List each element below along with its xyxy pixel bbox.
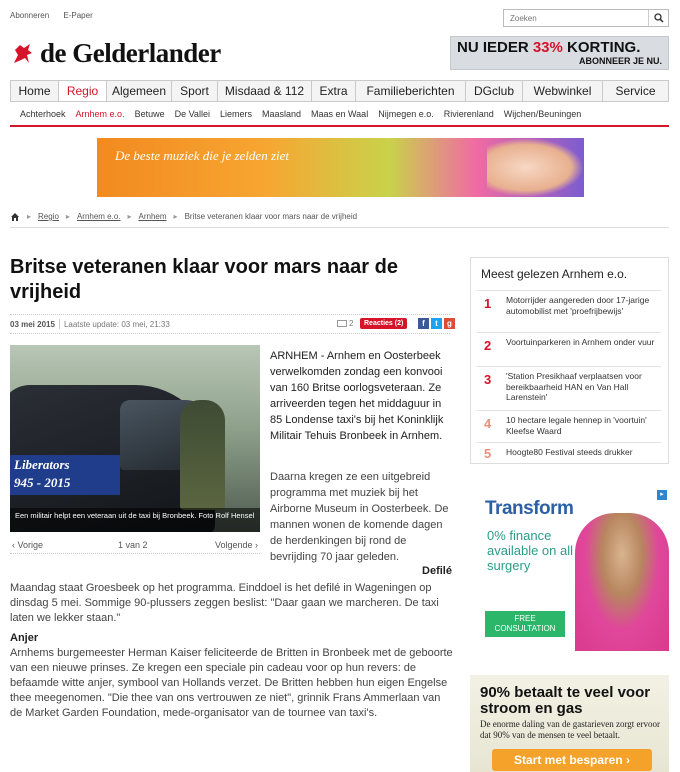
most-read-item[interactable] bbox=[477, 332, 661, 366]
breadcrumb-separator: ▸ bbox=[173, 212, 178, 221]
subnav-item-de-vallei[interactable]: De Vallei bbox=[174, 108, 210, 119]
comment-count-value: 2 bbox=[349, 319, 354, 328]
search-icon bbox=[654, 13, 664, 23]
most-read-text: Voortuinparkeren in Arnhem onder vuur bbox=[506, 337, 655, 347]
free-consultation-button[interactable]: FREE CONSULTATION bbox=[485, 611, 565, 637]
subnav-item-wijchen[interactable]: Wijchen/Beuningen bbox=[503, 108, 582, 119]
nav-item-extra[interactable]: Extra bbox=[312, 81, 356, 101]
abonneren-link[interactable]: Abonneren bbox=[10, 11, 50, 20]
article-title: Britse veteranen klaar voor mars naar de vrijheid bbox=[10, 256, 398, 303]
energy-ad[interactable] bbox=[470, 675, 669, 772]
subscribe-promo-banner[interactable] bbox=[450, 36, 669, 70]
breadcrumb-separator: ▸ bbox=[27, 212, 32, 221]
home-icon[interactable] bbox=[10, 212, 20, 222]
ad-model-image bbox=[575, 513, 669, 651]
subnav-item-nijmegen[interactable]: Nijmegen e.o. bbox=[378, 108, 434, 119]
subnav-item-betuwe[interactable]: Betuwe bbox=[134, 108, 165, 119]
ad-offer: 0% finance available on all surgery bbox=[487, 528, 574, 573]
article-updated: Laatste update: 03 mei, 21:33 bbox=[63, 319, 170, 329]
most-read-item[interactable] bbox=[477, 410, 661, 442]
comment-icon bbox=[337, 320, 347, 328]
most-read-item[interactable] bbox=[477, 290, 661, 332]
photo-soldier-shape bbox=[180, 400, 225, 510]
photo-sticker: Liberators 945 - 2015 bbox=[10, 455, 120, 495]
reacties-button[interactable]: Reacties (2) bbox=[360, 318, 407, 329]
most-read-number: 2 bbox=[484, 338, 492, 353]
top-links bbox=[10, 11, 105, 20]
promo-headline: NU IEDER 33% KORTING. bbox=[457, 39, 641, 56]
most-read-number: 4 bbox=[484, 416, 492, 431]
most-read-text: Motorrijder aangereden door 17-jarige automobilist met 'proefrijbewijs' bbox=[506, 295, 650, 316]
photo-nav bbox=[10, 536, 260, 554]
most-read-text: 10 hectare legale hennep in 'voortuin' Kleefse Waard bbox=[506, 415, 647, 436]
energy-ad-body: De enorme daling van de gastarieven zorgt ervoor dat 90% van de mensen te veel betaalt. bbox=[480, 719, 661, 740]
photo-caption: Een militair helpt een veteraan uit de taxi bij Bronbeek. Foto Rolf Hensel bbox=[10, 508, 260, 532]
ad-banner-image bbox=[487, 138, 584, 197]
googleplus-icon[interactable]: g bbox=[444, 318, 455, 329]
comment-count[interactable] bbox=[337, 319, 353, 328]
subnav-item-liemers[interactable]: Liemers bbox=[219, 108, 252, 119]
nav-item-sport[interactable]: Sport bbox=[172, 81, 218, 101]
most-read-item[interactable] bbox=[477, 366, 661, 410]
most-read-number: 1 bbox=[484, 296, 492, 311]
nav-item-dgclub[interactable]: DGclub bbox=[466, 81, 523, 101]
nav-item-webwinkel[interactable]: Webwinkel bbox=[523, 81, 603, 101]
article-date: 03 mei 2015 bbox=[10, 319, 55, 329]
breadcrumb-separator: ▸ bbox=[65, 212, 70, 221]
most-read-number: 3 bbox=[484, 372, 492, 387]
photo-prev-button[interactable]: ‹ Vorige bbox=[12, 539, 44, 550]
ad-banner-text: De beste muziek die je zelden ziet bbox=[115, 148, 289, 163]
facebook-icon[interactable]: f bbox=[418, 318, 429, 329]
nav-item-misdaad[interactable]: Misdaad & 112 bbox=[218, 81, 312, 101]
social-share bbox=[418, 318, 455, 329]
subnav-item-maasland[interactable]: Maasland bbox=[261, 108, 301, 119]
nav-item-algemeen[interactable]: Algemeen bbox=[107, 81, 172, 101]
start-besparen-button[interactable]: Start met besparen › bbox=[492, 749, 652, 771]
epaper-link[interactable]: E-Paper bbox=[63, 11, 93, 20]
ad-brand: Transform bbox=[485, 498, 574, 519]
nav-item-home[interactable]: Home bbox=[11, 81, 59, 101]
main-nav bbox=[10, 80, 669, 102]
breadcrumb-regio[interactable]: Regio bbox=[38, 212, 59, 221]
most-read-text: Hoogte80 Festival steeds drukker bbox=[506, 447, 633, 457]
transform-ad[interactable] bbox=[470, 488, 669, 651]
site-logo[interactable] bbox=[10, 38, 221, 69]
most-read-box bbox=[470, 257, 669, 464]
photo-next-button[interactable]: Volgende › bbox=[214, 539, 258, 550]
meta-divider bbox=[59, 319, 60, 329]
article-paragraph: Maandag staat Groesbeek op het programma. Einddoel is het defilé in Wageningen op dinsdag 5 mei. Sommige 90-plussers zeggen beslist: "Daar gaan we marcheren. De taxi laten we lekker staan." bbox=[10, 582, 439, 624]
article-paragraph: Arnhems burgemeester Herman Kaiser feliciteerde de Britten in Bronbeek met de geboorte van een nieuwe prinses. Ze kregen een speciale pin cadeau voor op hun revers: de befaamde witte anjer, symbool van Hollands verzet. De Britten hebben hun eigen Engelse thee meegenomen. "Die thee van ons vertrouwen ze niet", grinnik Frans Ammerlaan van de Market Garden Foundation, mede-organisator van de tournee van taxi's. bbox=[10, 647, 453, 719]
most-read-item[interactable] bbox=[477, 442, 661, 462]
article-paragraph: Daarna kregen ze een uitgebreid programma met muziek bij het Airborne Museum in Oosterbeek. De mannen wonen de komende dagen de herdenkingen bij rond de bevrijding 70 jaar geleden. bbox=[270, 471, 449, 563]
breadcrumb-arnhem[interactable]: Arnhem bbox=[138, 212, 167, 221]
search-box bbox=[503, 9, 669, 27]
most-read-title: Meest gelezen Arnhem e.o. bbox=[481, 267, 628, 281]
sub-nav bbox=[10, 102, 669, 127]
subnav-item-maas-en-waal[interactable]: Maas en Waal bbox=[311, 108, 369, 119]
nav-item-regio[interactable]: Regio bbox=[59, 81, 107, 101]
logo-text: de Gelderlander bbox=[40, 38, 221, 68]
article-meta bbox=[10, 314, 450, 334]
most-read-number: 5 bbox=[484, 446, 492, 461]
subnav-item-rivierenland[interactable]: Rivierenland bbox=[443, 108, 494, 119]
article-lead: ARNHEM - Arnhem en Oosterbeek verwelkomden zondag een konvooi van 160 Britse oorlogsveteraan. Ze arriveerden tegen het middaguur in 85 Londense taxi's bij het Koninklijk Militair Tehuis Bronbeek in Arnhem. bbox=[270, 350, 444, 442]
music-ad-banner[interactable] bbox=[97, 138, 584, 197]
article-photo[interactable] bbox=[10, 345, 260, 532]
breadcrumb bbox=[10, 206, 669, 228]
breadcrumb-current: Britse veteranen klaar voor mars naar de vrijheid bbox=[184, 212, 358, 221]
most-read-text: 'Station Presikhaaf verplaatsen voor bereikbaarheid HAN en Van Hall Larenstein' bbox=[506, 371, 642, 402]
ad-choices-icon[interactable]: ▸ bbox=[657, 490, 667, 500]
twitter-icon[interactable]: t bbox=[431, 318, 442, 329]
nav-item-service[interactable]: Service bbox=[615, 84, 656, 98]
energy-ad-headline: 90% betaalt te veel voor stroom en gas bbox=[480, 684, 651, 717]
section-heading-anjer: Anjer bbox=[10, 632, 39, 644]
subnav-item-arnhem[interactable]: Arnhem e.o. bbox=[75, 108, 125, 119]
subnav-item-achterhoek[interactable]: Achterhoek bbox=[20, 108, 66, 119]
search-input[interactable] bbox=[504, 10, 644, 26]
breadcrumb-separator: ▸ bbox=[127, 212, 132, 221]
promo-subline: ABONNEER JE NU. bbox=[578, 56, 662, 66]
horse-logo-icon bbox=[10, 41, 36, 67]
search-button[interactable] bbox=[648, 10, 668, 26]
nav-item-familieberichten[interactable]: Familieberichten bbox=[356, 81, 466, 101]
section-heading-defile: Defilé bbox=[422, 565, 452, 577]
breadcrumb-arnhem-eo[interactable]: Arnhem e.o. bbox=[76, 212, 121, 221]
photo-counter: 1 van 2 bbox=[118, 539, 148, 550]
